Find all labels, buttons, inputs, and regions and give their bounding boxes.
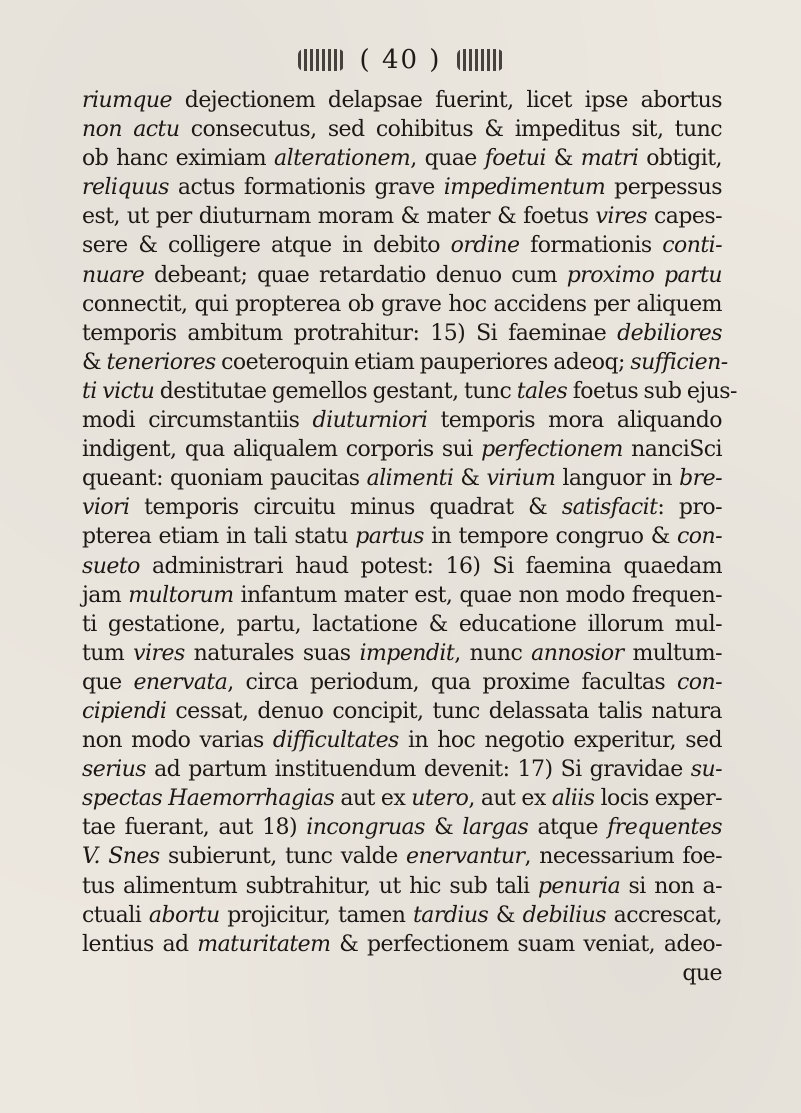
roman-text: in tempore congruo & bbox=[423, 524, 678, 550]
italic-text: virium bbox=[486, 466, 556, 492]
italic-text: maturitatem bbox=[197, 931, 331, 957]
italic-text: proximo partu bbox=[566, 262, 722, 288]
roman-text: coeteroquin etiam pauperiores adeoq; bbox=[215, 349, 631, 375]
roman-text: sere & colligere atque in debito bbox=[82, 233, 451, 259]
text-line bbox=[82, 930, 722, 959]
roman-text: connectit, qui propterea ob grave hoc accidens per aliquem bbox=[82, 291, 722, 317]
italic-text: alimenti bbox=[366, 466, 454, 492]
italic-text: perfectionem bbox=[481, 437, 623, 463]
italic-text: spectas Haemorrhagias bbox=[82, 786, 335, 812]
italic-text: con- bbox=[677, 669, 722, 695]
roman-text: multum- bbox=[623, 640, 722, 666]
italic-text: abortu bbox=[148, 902, 220, 928]
text-line bbox=[82, 435, 722, 464]
roman-text: tum bbox=[82, 640, 134, 666]
roman-text: atque bbox=[528, 815, 608, 841]
roman-text: est, ut per diuturnam moram & mater & foetus bbox=[82, 204, 596, 230]
roman-text: ti gestatione, partu, lactatione & educatione illorum mul- bbox=[82, 611, 722, 637]
italic-text: debilius bbox=[522, 902, 606, 928]
roman-text: lentius ad bbox=[82, 931, 198, 957]
roman-text: pterea etiam in tali statu bbox=[82, 524, 356, 550]
roman-text: capes- bbox=[647, 204, 722, 230]
text-line bbox=[82, 639, 722, 668]
italic-text: multorum bbox=[128, 582, 234, 608]
text-line bbox=[82, 784, 722, 813]
italic-text: sueto bbox=[82, 553, 140, 579]
roman-text: subierunt, tunc valde bbox=[159, 844, 406, 870]
text-line bbox=[82, 726, 722, 755]
italic-text: viori bbox=[82, 495, 130, 521]
roman-text: temporis mora aliquando bbox=[427, 408, 723, 434]
text-line bbox=[82, 813, 722, 842]
italic-text: ti victu bbox=[82, 378, 155, 404]
italic-text: impedimentum bbox=[443, 175, 606, 201]
italic-text: tales bbox=[516, 378, 568, 404]
italic-text: ordine bbox=[450, 233, 520, 259]
text-line bbox=[82, 144, 722, 173]
italic-text: satisfacit bbox=[561, 495, 658, 521]
italic-text: penuria bbox=[537, 873, 621, 899]
roman-text: consecutus, sed cohibitus & impeditus sit, tunc bbox=[179, 117, 722, 143]
roman-text: administrari haud potest: 16) Si faemina quaedam bbox=[139, 553, 722, 579]
italic-text: enervantur bbox=[406, 844, 525, 870]
roman-text: queant: quoniam paucitas bbox=[82, 466, 367, 492]
roman-text: languor in bbox=[555, 466, 680, 492]
roman-text: infantum mater est, quae non modo frequen- bbox=[233, 582, 723, 608]
roman-text: temporis circuitu minus quadrat & bbox=[129, 495, 562, 521]
text-line bbox=[82, 493, 722, 522]
text-line bbox=[82, 231, 722, 260]
text-line bbox=[82, 173, 722, 202]
roman-text: foetus sub ejus- bbox=[567, 378, 737, 404]
text-line bbox=[82, 697, 722, 726]
italic-text: partus bbox=[355, 524, 424, 550]
roman-text: tae fuerant, aut 18) bbox=[82, 815, 307, 841]
roman-text: destitutae gemellos gestant, tunc bbox=[154, 378, 517, 404]
italic-text: non actu bbox=[82, 117, 180, 143]
italic-text: serius bbox=[82, 757, 147, 783]
italic-text: vires bbox=[133, 640, 185, 666]
italic-text: vires bbox=[595, 204, 648, 230]
roman-text: formationis bbox=[519, 233, 663, 259]
italic-text: V. Snes bbox=[82, 844, 160, 870]
roman-text: in hoc negotio experitur, sed bbox=[398, 728, 723, 754]
italic-text: foetui bbox=[484, 146, 546, 172]
roman-text: que bbox=[82, 669, 134, 695]
italic-text: impendit bbox=[359, 640, 455, 666]
italic-text: incongruas bbox=[306, 815, 425, 841]
italic-text: sufficien- bbox=[630, 349, 728, 375]
roman-text: & bbox=[82, 349, 107, 375]
roman-text: nanciSci bbox=[622, 437, 722, 463]
roman-text: projicitur, tamen bbox=[219, 902, 413, 928]
roman-text: que bbox=[682, 960, 722, 986]
roman-text: & bbox=[488, 902, 523, 928]
text-line bbox=[82, 552, 722, 581]
text-line bbox=[82, 522, 722, 551]
italic-text: diuturniori bbox=[312, 408, 428, 434]
italic-text: bre- bbox=[679, 466, 722, 492]
roman-text: jam bbox=[82, 582, 129, 608]
text-line bbox=[82, 464, 722, 493]
roman-text: & bbox=[545, 146, 581, 172]
roman-text: ad partum instituendum devenit: 17) Si gravidae bbox=[146, 757, 691, 783]
text-line bbox=[82, 901, 722, 930]
roman-text: dejectionem delapsae fuerint, licet ipse abortus bbox=[172, 88, 722, 113]
roman-text: temporis ambitum protrahitur: 15) Si faeminae bbox=[82, 320, 618, 346]
italic-text: debiliores bbox=[617, 320, 722, 346]
text-line bbox=[82, 755, 722, 784]
roman-text: , aut ex bbox=[468, 786, 552, 812]
roman-text: : pro- bbox=[657, 495, 723, 521]
italic-text: con- bbox=[677, 524, 722, 550]
text-line bbox=[82, 290, 722, 319]
roman-text: ob hanc eximiam bbox=[82, 146, 275, 172]
roman-text: & perfectionem suam veniat, adeo- bbox=[330, 931, 723, 957]
roman-text: & bbox=[424, 815, 463, 841]
text-line bbox=[82, 202, 722, 231]
italic-text: frequentes bbox=[607, 815, 722, 841]
roman-text: non modo varias bbox=[82, 728, 273, 754]
italic-text: reliquus bbox=[82, 175, 169, 201]
text-line bbox=[82, 261, 722, 290]
roman-text: tus alimentum subtrahitur, ut hic sub tali bbox=[82, 873, 538, 899]
roman-text: debeant; quae retardatio denuo cum bbox=[144, 262, 567, 288]
text-line bbox=[82, 872, 722, 901]
roman-text: locis exper- bbox=[594, 786, 722, 812]
text-line bbox=[82, 610, 722, 639]
roman-text: aut ex bbox=[334, 786, 412, 812]
page-header bbox=[0, 40, 801, 80]
roman-text: modi circumstantiis bbox=[82, 408, 313, 434]
roman-text: , necessarium foe- bbox=[524, 844, 722, 870]
italic-text: conti- bbox=[662, 233, 722, 259]
roman-text: , nunc bbox=[454, 640, 532, 666]
text-line bbox=[82, 668, 722, 697]
roman-text: accrescat, bbox=[605, 902, 723, 928]
roman-text: actus formationis grave bbox=[168, 175, 444, 201]
text-line bbox=[82, 959, 722, 988]
italic-text: matri bbox=[580, 146, 639, 172]
roman-text: obtigit, bbox=[638, 146, 722, 172]
italic-text: nuare bbox=[82, 262, 145, 288]
roman-text: perpessus bbox=[605, 175, 722, 201]
roman-text: si non a- bbox=[620, 873, 722, 899]
italic-text: teneriores bbox=[106, 349, 216, 375]
roman-text: indigent, qua aliqualem corporis sui bbox=[82, 437, 482, 463]
italic-text: largas bbox=[462, 815, 529, 841]
italic-text: utero bbox=[411, 786, 469, 812]
text-line bbox=[82, 115, 722, 144]
italic-text: alterationem bbox=[274, 146, 411, 172]
italic-text: difficultates bbox=[272, 728, 399, 754]
page-number: ( 40 ) bbox=[359, 45, 442, 75]
left-ornament-icon bbox=[298, 49, 344, 71]
right-ornament-icon bbox=[457, 49, 503, 71]
italic-text: riumque bbox=[82, 88, 173, 113]
italic-text: su- bbox=[690, 757, 722, 783]
text-line bbox=[82, 406, 722, 435]
italic-text: tardius bbox=[413, 902, 489, 928]
text-line bbox=[82, 842, 722, 871]
roman-text: , circa periodum, qua proxime facultas bbox=[227, 669, 678, 695]
italic-text: annosior bbox=[531, 640, 624, 666]
text-line bbox=[82, 581, 722, 610]
roman-text: , quae bbox=[410, 146, 485, 172]
italic-text: cipiendi bbox=[82, 698, 167, 724]
italic-text: aliis bbox=[551, 786, 595, 812]
italic-text: enervata bbox=[133, 669, 228, 695]
roman-text: naturales suas bbox=[184, 640, 360, 666]
roman-text: & bbox=[453, 466, 487, 492]
text-line bbox=[82, 348, 728, 377]
text-line bbox=[82, 319, 722, 348]
text-line bbox=[82, 86, 722, 115]
body-text bbox=[82, 86, 737, 988]
text-line bbox=[82, 377, 737, 406]
roman-text: ctuali bbox=[82, 902, 149, 928]
roman-text: cessat, denuo concipit, tunc delassata talis natura bbox=[166, 698, 722, 724]
